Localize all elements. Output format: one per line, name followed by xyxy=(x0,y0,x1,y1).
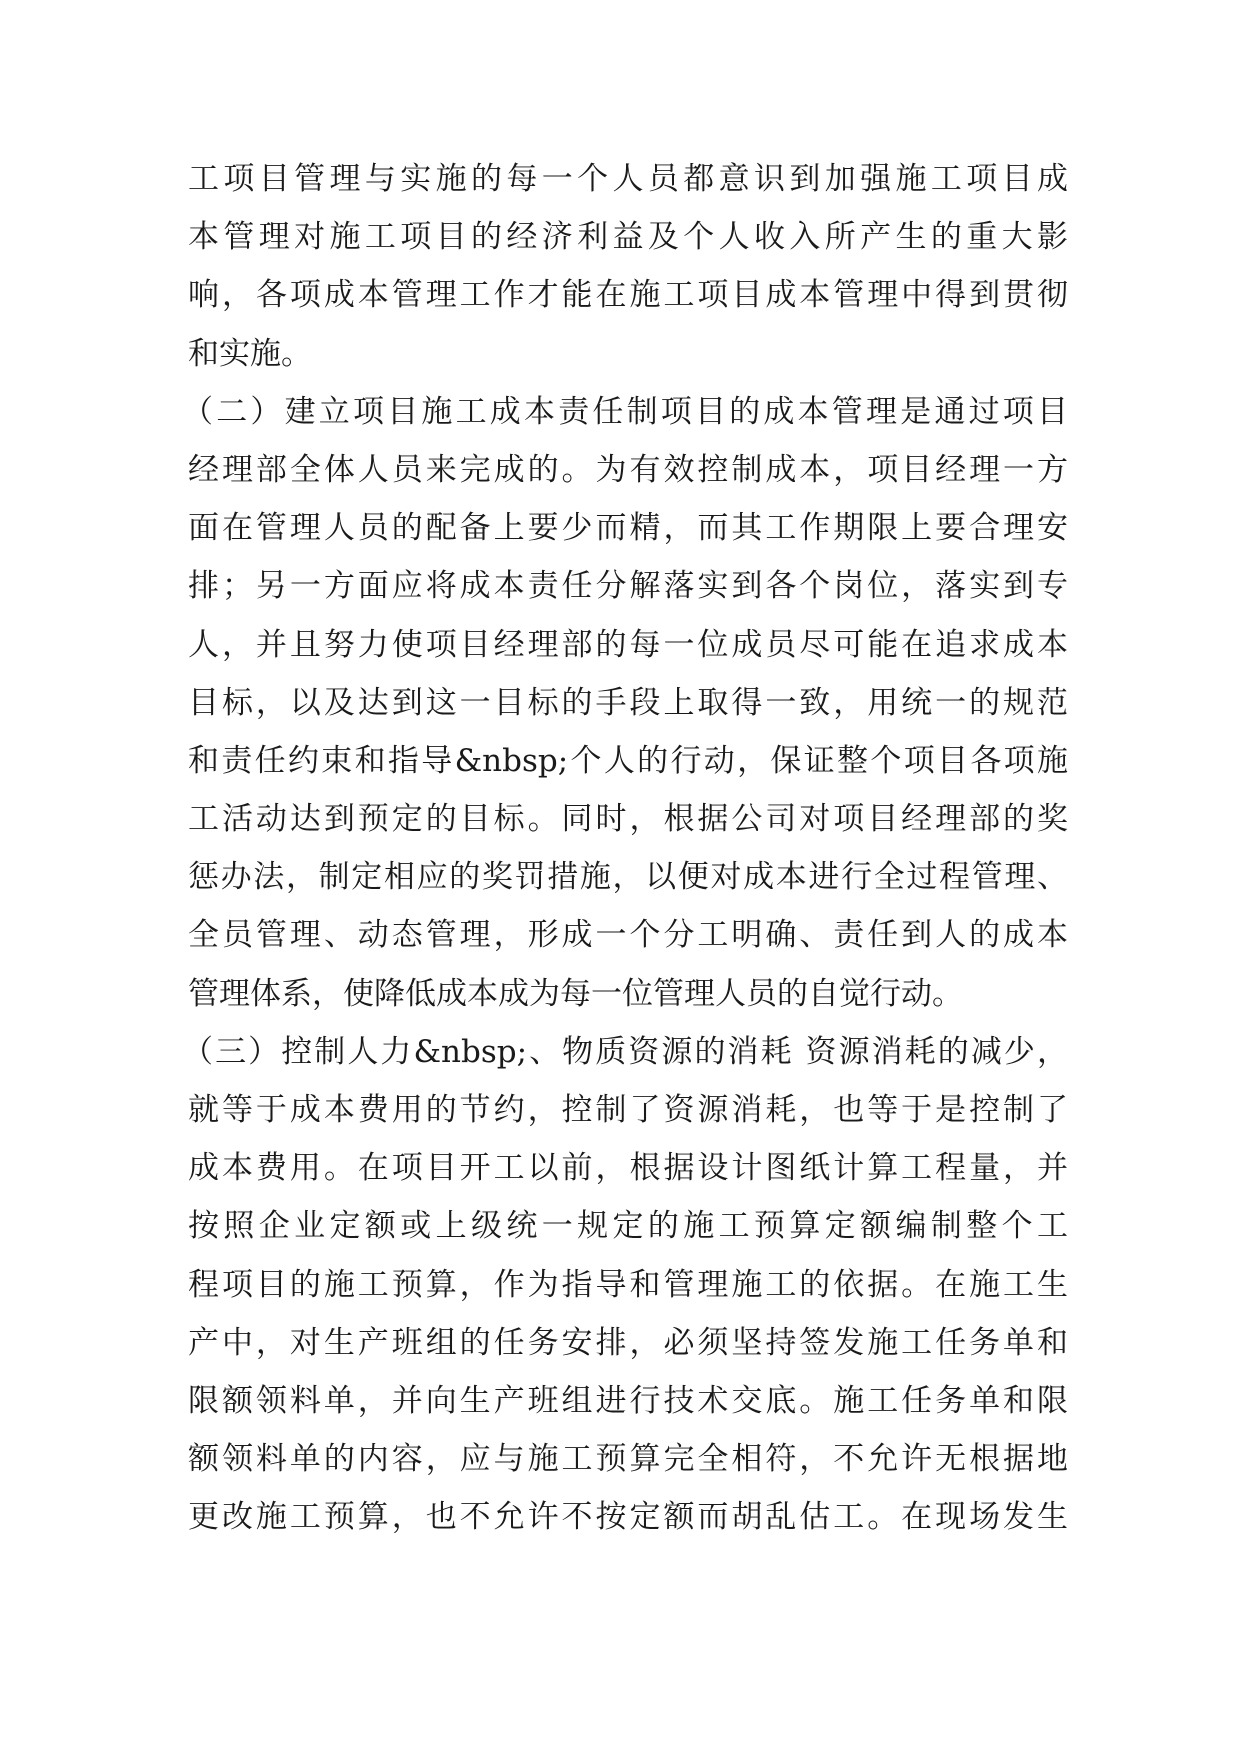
text-line: 和实施。 xyxy=(188,335,312,372)
text-line: 成本费用。在项目开工以前，根据设计图纸计算工程量，并 xyxy=(188,1150,1068,1187)
text-line: 排；另一方面应将成本责任分解落实到各个岗位，落实到专 xyxy=(188,568,1068,605)
text-line: 按照企业定额或上级统一规定的施工预算定额编制整个工 xyxy=(188,1208,1068,1245)
text-line: 更改施工预算，也不允许不按定额而胡乱估工。在现场发生 xyxy=(188,1499,1068,1536)
text-line: 响，各项成本管理工作才能在施工项目成本管理中得到贯彻 xyxy=(188,277,1068,314)
section-heading-line: （三）控制人力&nbsp;、物质资源的消耗 资源消耗的减少， xyxy=(182,1033,1068,1070)
text-line: 程项目的施工预算，作为指导和管理施工的依据。在施工生 xyxy=(188,1266,1068,1303)
text-line: 经理部全体人员来完成的。为有效控制成本，项目经理一方 xyxy=(188,451,1068,488)
text-line: 人，并且努力使项目经理部的每一位成员尽可能在追求成本 xyxy=(188,626,1068,663)
section-heading-line: （二）建立项目施工成本责任制项目的成本管理是通过项目 xyxy=(182,393,1068,430)
text-line: 管理体系，使降低成本成为每一位管理人员的自觉行动。 xyxy=(188,975,963,1012)
document-body xyxy=(182,150,1068,1547)
text-line: 限额领料单，并向生产班组进行技术交底。施工任务单和限 xyxy=(188,1382,1068,1419)
text-line: 额领料单的内容，应与施工预算完全相符，不允许无根据地 xyxy=(188,1441,1068,1478)
text-line: 目标，以及达到这一目标的手段上取得一致，用统一的规范 xyxy=(188,684,1068,721)
text-line: 面在管理人员的配备上要少而精，而其工作期限上要合理安 xyxy=(188,510,1068,547)
text-line: 惩办法，制定相应的奖罚措施，以便对成本进行全过程管理、 xyxy=(188,859,1068,896)
text-line: 本管理对施工项目的经济利益及个人收入所产生的重大影 xyxy=(188,219,1068,256)
text-line: 工活动达到预定的目标。同时，根据公司对项目经理部的奖 xyxy=(188,801,1068,838)
text-line: 和责任约束和指导&nbsp;个人的行动，保证整个项目各项施 xyxy=(188,742,1068,779)
text-line: 全员管理、动态管理，形成一个分工明确、责任到人的成本 xyxy=(188,917,1068,954)
text-line: 就等于成本费用的节约，控制了资源消耗，也等于是控制了 xyxy=(188,1092,1068,1128)
text-line: 产中，对生产班组的任务安排，必须坚持签发施工任务单和 xyxy=(188,1324,1068,1361)
text-line: 工项目管理与实施的每一个人员都意识到加强施工项目成 xyxy=(188,161,1068,197)
